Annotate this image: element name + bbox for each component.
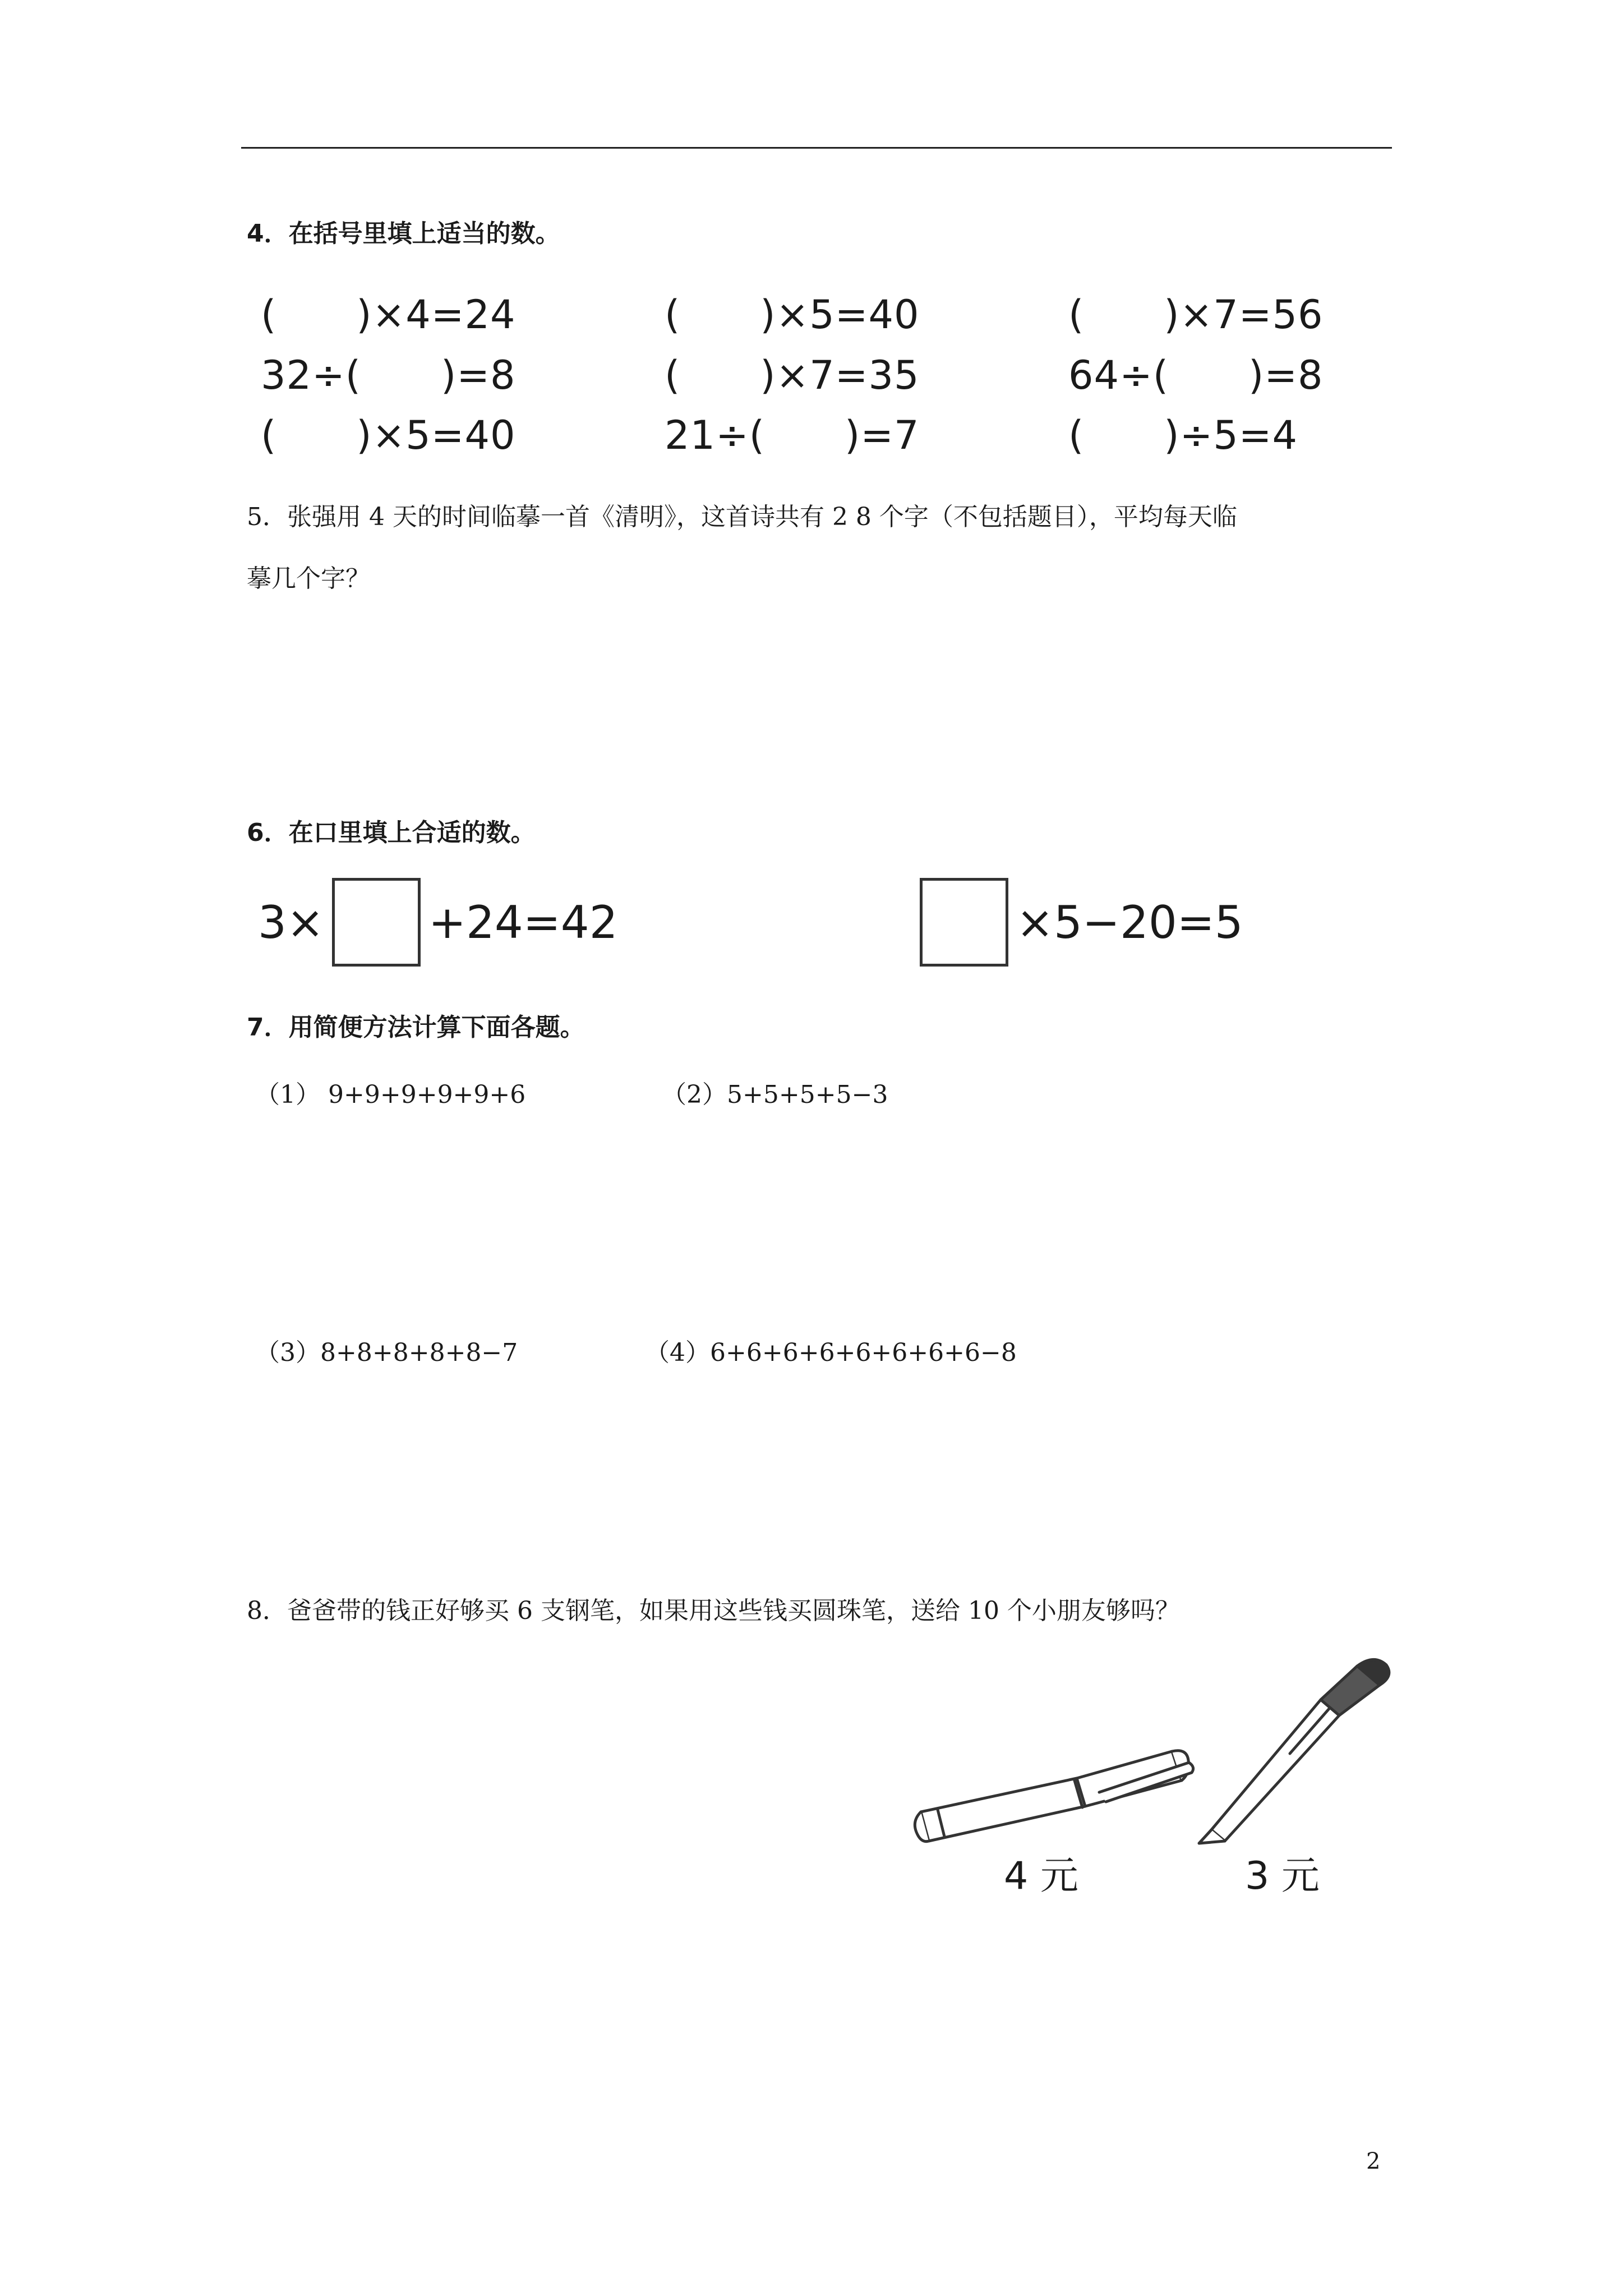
q4-equation: ( )×7=56 [1068,292,1324,338]
q6-equation-2 [920,878,1243,967]
q4-equation: 32÷( )=8 [261,352,516,398]
fountain-pen-price: 4 元 [1004,1854,1078,1898]
q7-item-1: （1） 9+9+9+9+9+6 [255,1080,526,1109]
page-number: 2 [1366,2148,1381,2174]
q4-equation: ( )×7=35 [665,352,920,398]
q6-eq2-after: ×5−20=5 [1016,896,1243,949]
ballpoint-pen-icon [1189,1655,1402,1846]
q8-text: 8．爸爸带的钱正好够买 6 支钢笔，如果用这些钱买圆珠笔，送给 10 个小朋友够吗？ [247,1596,1180,1625]
q4-equation: ( )×5=40 [261,412,516,458]
header-rule [241,147,1392,149]
q6-title: 6．在口里填上合适的数。 [247,818,536,847]
q4-title: 4．在括号里填上适当的数。 [247,219,560,248]
q7-item-2: （2）5+5+5+5−3 [662,1080,888,1109]
q7-title: 7．用简便方法计算下面各题。 [247,1013,585,1042]
q5-line2: 摹几个字？ [247,564,370,593]
q6-eq1-before: 3× [258,896,324,949]
answer-box[interactable] [920,878,1008,967]
fountain-pen-icon [909,1677,1200,1857]
answer-box[interactable] [332,878,421,967]
q7-item-3: （3）8+8+8+8+8−7 [255,1338,518,1367]
q6-equation-1 [258,878,618,967]
q5-line1: 5．张强用 4 天的时间临摹一首《清明》，这首诗共有 2 8 个字（不包括题目），平均每天临 [247,503,1237,531]
q4-equation: ( )×4=24 [261,292,516,338]
q4-equation: 64÷( )=8 [1068,352,1324,398]
q4-equation: 21÷( )=7 [665,412,920,458]
q6-eq1-after: +24=42 [428,896,618,949]
ballpoint-pen-price: 3 元 [1245,1854,1320,1898]
q7-item-4: （4）6+6+6+6+6+6+6+6−8 [645,1338,1017,1367]
q4-equation: ( )×5=40 [665,292,920,338]
q4-equation: ( )÷5=4 [1068,412,1298,458]
